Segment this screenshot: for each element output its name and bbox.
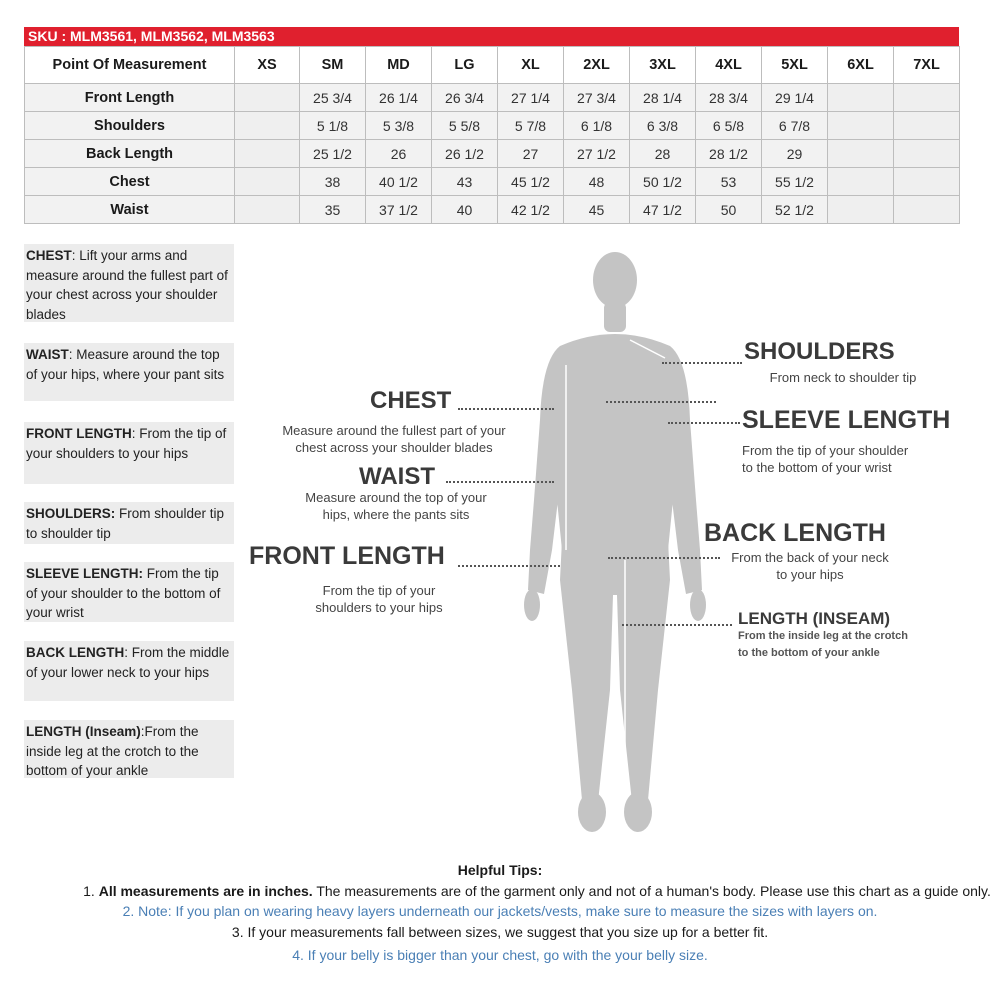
table-cell: 48: [564, 168, 630, 196]
table-cell: [235, 140, 300, 168]
table-cell: 38: [300, 168, 366, 196]
callout-inseam-desc: From the inside leg at the crotch to the bottom of your ankle: [738, 630, 908, 659]
header-size-2xl: 2XL: [564, 47, 630, 84]
callout-sleeve-length-desc: From the tip of your shoulder to the bottom of your wrist: [742, 443, 909, 475]
table-cell: 35: [300, 196, 366, 224]
table-cell: 55 1/2: [762, 168, 828, 196]
table-row: [25, 196, 960, 224]
table-cell: 50: [696, 196, 762, 224]
table-cell: [828, 168, 894, 196]
table-cell: 40: [432, 196, 498, 224]
table-cell: 26 1/4: [366, 84, 432, 112]
description-text: : From the middle of your lower neck to your hips: [26, 645, 230, 680]
description-text: From the tip of your shoulder to the bottom of your wrist: [26, 566, 221, 620]
table-cell: 5 3/8: [366, 112, 432, 140]
table-cell: 28 1/4: [630, 84, 696, 112]
human-silhouette-figure: [520, 250, 710, 840]
table-cell: 28: [630, 140, 696, 168]
table-cell: 45: [564, 196, 630, 224]
tip-1-text: The measurements are of the garment only and not of a human's body. Please use this chart as a guide only.: [316, 883, 991, 899]
description-box: [24, 641, 234, 701]
callout-front-length-desc: From the tip of your shoulders to your hips: [315, 583, 443, 615]
callout-sleeve-length-title: SLEEVE LENGTH: [742, 406, 951, 434]
table-cell: [828, 84, 894, 112]
header-size-xl: XL: [498, 47, 564, 84]
description-text: :From the inside leg at the crotch to the bottom of your ankle: [26, 724, 199, 778]
description-text: : Measure around the top of your hips, where your pant sits: [26, 347, 225, 382]
table-cell: 42 1/2: [498, 196, 564, 224]
header-size-7xl: 7XL: [894, 47, 960, 84]
table-cell: 6 3/8: [630, 112, 696, 140]
callout-inseam-title: LENGTH (INSEAM): [738, 609, 891, 628]
tip-2: 2. Note: If you plan on wearing heavy layers underneath our jackets/vests, make sure to measure the sizes with layers on.: [122, 903, 878, 919]
row-label: Shoulders: [25, 112, 235, 140]
table-cell: 6 5/8: [696, 112, 762, 140]
table-cell: 25 1/2: [300, 140, 366, 168]
description-box: [24, 244, 234, 322]
table-cell: [828, 112, 894, 140]
table-cell: 43: [432, 168, 498, 196]
tip-1: [0, 883, 1000, 899]
description-term: FRONT LENGTH: [26, 426, 132, 441]
table-cell: 5 7/8: [498, 112, 564, 140]
table-cell: [894, 84, 960, 112]
callout-back-length-title: BACK LENGTH: [704, 519, 886, 547]
table-cell: [894, 168, 960, 196]
description-text: : Lift your arms and measure around the fullest part of your chest across your shoulder blades: [26, 248, 228, 322]
callout-back-length-desc: From the back of your neck to your hips: [731, 550, 889, 582]
table-header-row: [25, 47, 960, 84]
table-cell: 6 7/8: [762, 112, 828, 140]
header-size-md: MD: [366, 47, 432, 84]
header-point-of-measurement: Point Of Measurement: [25, 47, 235, 84]
table-cell: 27 1/4: [498, 84, 564, 112]
table-cell: 27 1/2: [564, 140, 630, 168]
description-text: : From the tip of your shoulders to your hips: [26, 426, 227, 461]
table-cell: 28 3/4: [696, 84, 762, 112]
table-cell: [894, 140, 960, 168]
table-cell: 40 1/2: [366, 168, 432, 196]
table-cell: 52 1/2: [762, 196, 828, 224]
table-row: [25, 112, 960, 140]
table-cell: [894, 196, 960, 224]
table-cell: 26: [366, 140, 432, 168]
table-cell: [235, 84, 300, 112]
tip-3: 3. If your measurements fall between sizes, we suggest that you size up for a better fit.: [231, 924, 769, 940]
callout-shoulders-desc: From neck to shoulder tip: [769, 370, 917, 385]
description-term: SLEEVE LENGTH:: [26, 566, 144, 581]
description-box: [24, 343, 234, 401]
header-size-5xl: 5XL: [762, 47, 828, 84]
description-box: [24, 502, 234, 544]
header-size-sm: SM: [300, 47, 366, 84]
tips-heading: Helpful Tips:: [457, 862, 543, 878]
tip-1-bold: All measurements are in inches.: [98, 883, 313, 899]
description-term: LENGTH (Inseam): [26, 724, 141, 739]
callout-shoulders-title: SHOULDERS: [744, 338, 895, 365]
table-cell: [235, 196, 300, 224]
table-cell: 53: [696, 168, 762, 196]
header-size-3xl: 3XL: [630, 47, 696, 84]
description-term: BACK LENGTH: [26, 645, 125, 660]
table-row: [25, 140, 960, 168]
description-term: WAIST: [26, 347, 69, 362]
table-cell: 26 1/2: [432, 140, 498, 168]
table-cell: [235, 112, 300, 140]
description-term: SHOULDERS:: [26, 506, 116, 521]
tip-1-number: 1.: [83, 883, 95, 899]
table-cell: 27 3/4: [564, 84, 630, 112]
header-size-lg: LG: [432, 47, 498, 84]
callout-waist-title: WAIST: [359, 463, 435, 490]
row-label: Chest: [25, 168, 235, 196]
header-size-4xl: 4XL: [696, 47, 762, 84]
size-chart-table: [24, 46, 960, 224]
table-cell: 28 1/2: [696, 140, 762, 168]
table-cell: [894, 112, 960, 140]
table-cell: 5 1/8: [300, 112, 366, 140]
table-cell: [828, 196, 894, 224]
table-cell: 50 1/2: [630, 168, 696, 196]
table-row: [25, 168, 960, 196]
description-text: From shoulder tip to shoulder tip: [26, 506, 225, 541]
table-cell: [828, 140, 894, 168]
header-size-xs: XS: [235, 47, 300, 84]
callout-waist-desc: Measure around the top of your hips, where the pants sits: [305, 490, 487, 522]
table-cell: 45 1/2: [498, 168, 564, 196]
table-cell: 5 5/8: [432, 112, 498, 140]
description-box: [24, 422, 234, 484]
tip-4: 4. If your belly is bigger than your chest, go with the your belly size.: [292, 947, 708, 963]
table-cell: 6 1/8: [564, 112, 630, 140]
table-cell: [235, 168, 300, 196]
sku-banner: SKU : MLM3561, MLM3562, MLM3563: [24, 27, 959, 46]
table-row: [25, 84, 960, 112]
row-label: Waist: [25, 196, 235, 224]
callout-chest-title: CHEST: [370, 387, 452, 414]
header-size-6xl: 6XL: [828, 47, 894, 84]
table-cell: 47 1/2: [630, 196, 696, 224]
description-term: CHEST: [26, 248, 72, 263]
table-cell: 37 1/2: [366, 196, 432, 224]
table-cell: 26 3/4: [432, 84, 498, 112]
callout-chest-desc: Measure around the fullest part of your chest across your shoulder blades: [282, 423, 506, 455]
callout-front-length-title: FRONT LENGTH: [249, 542, 445, 570]
row-label: Front Length: [25, 84, 235, 112]
table-cell: 27: [498, 140, 564, 168]
row-label: Back Length: [25, 140, 235, 168]
table-cell: 29: [762, 140, 828, 168]
description-box: [24, 562, 234, 622]
table-cell: 29 1/4: [762, 84, 828, 112]
description-box: [24, 720, 234, 778]
table-cell: 25 3/4: [300, 84, 366, 112]
